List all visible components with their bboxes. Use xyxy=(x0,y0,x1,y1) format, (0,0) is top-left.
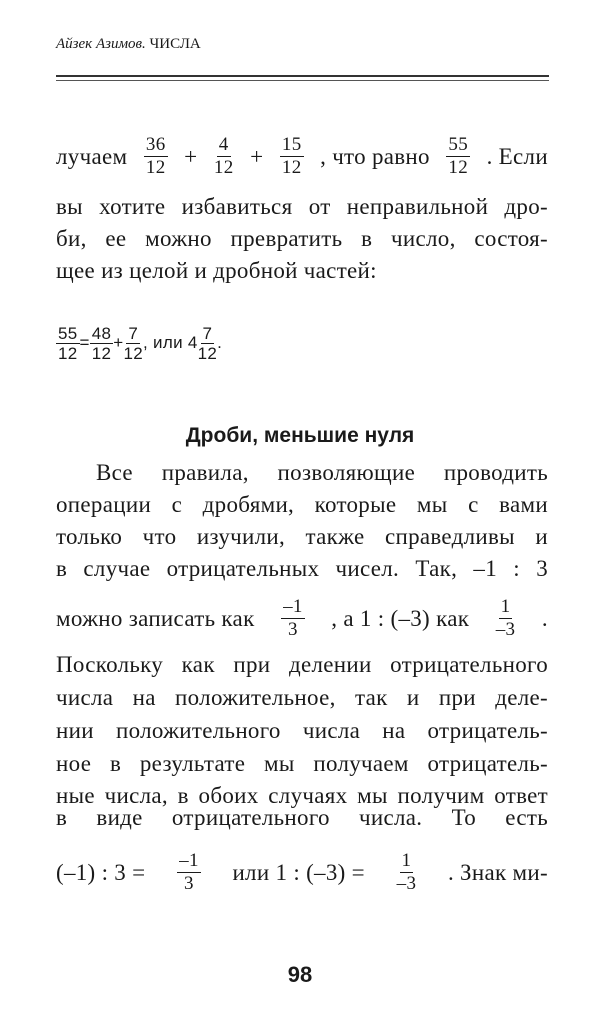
fraction xyxy=(90,324,114,363)
fraction xyxy=(214,134,234,179)
text-line: вы хотите избавиться от неправильной дро- xyxy=(56,194,548,219)
denominator: 12 xyxy=(58,344,78,363)
numerator: 4 xyxy=(218,134,229,155)
text: , а 1 : (–3) как xyxy=(331,605,470,631)
numerator: 1 xyxy=(500,596,511,617)
page-number: 98 xyxy=(287,962,313,987)
fraction xyxy=(280,134,304,179)
numerator: 48 xyxy=(91,324,112,343)
text-line xyxy=(56,134,548,179)
operator: = xyxy=(79,332,90,352)
denominator: 3 xyxy=(184,873,194,894)
numerator: 15 xyxy=(281,134,302,155)
text-line: би, ее можно превратить в число, состоя- xyxy=(56,226,548,251)
text: , или 4 xyxy=(143,332,198,352)
denominator: 12 xyxy=(448,157,469,178)
numerator: 36 xyxy=(145,134,166,155)
fraction xyxy=(397,850,417,895)
operator: + xyxy=(250,143,264,169)
header-rule xyxy=(56,75,549,77)
text: . xyxy=(541,605,548,631)
text: можно записать как xyxy=(56,605,255,631)
denominator: –3 xyxy=(495,619,516,640)
running-header xyxy=(56,36,201,53)
text: (–1) : 3 = xyxy=(56,859,146,885)
numerator: 1 xyxy=(401,850,412,871)
denominator: 12 xyxy=(91,344,112,363)
text-line xyxy=(56,596,548,641)
fraction xyxy=(177,850,201,895)
numerator: –1 xyxy=(179,850,199,871)
text: или 1 : (–3) = xyxy=(232,859,365,885)
text: . Знак ми- xyxy=(447,859,548,885)
text: . Если xyxy=(486,143,548,169)
denominator: 12 xyxy=(213,157,234,178)
text-line: операции с дробями, которые мы с вами xyxy=(56,492,548,517)
formula xyxy=(56,324,222,363)
book-title: ЧИСЛА xyxy=(149,36,201,52)
numerator: –1 xyxy=(283,596,303,617)
numerator: 55 xyxy=(58,324,78,343)
text-line: в виде отрицательного числа. То есть xyxy=(56,805,548,830)
author: Айзек Азимов. xyxy=(56,36,146,52)
fraction xyxy=(56,324,80,363)
operator: + xyxy=(184,143,198,169)
text-line: щее из целой и дробной частей: xyxy=(56,258,377,283)
text-line xyxy=(56,850,548,895)
text-line: ные числа, в обоих случаях мы получим ответ xyxy=(56,783,548,808)
text-line: только что изучили, также справедливы и xyxy=(56,524,548,549)
operator: + xyxy=(113,332,124,352)
fraction xyxy=(144,134,168,179)
text: , что равно xyxy=(320,143,430,169)
text-line: Поскольку как при делении отрицательного xyxy=(56,652,548,677)
header-rule-thin xyxy=(56,80,549,81)
text-line: ное в результате мы получаем отрицатель- xyxy=(56,751,548,776)
fraction xyxy=(496,596,516,641)
text-line: в случае отрицательных чисел. Так, –1 : 3 xyxy=(56,556,548,581)
text: лучаем xyxy=(56,143,128,169)
denominator: 12 xyxy=(281,157,302,178)
numerator: 55 xyxy=(448,134,469,155)
text-line: числа на положительное, так и при деле- xyxy=(56,685,548,710)
numerator: 7 xyxy=(202,324,213,343)
section-heading: Дроби, меньшие нуля xyxy=(185,424,415,447)
denominator: 3 xyxy=(287,619,298,640)
denominator: 12 xyxy=(197,344,218,363)
denominator: 12 xyxy=(145,157,166,178)
text: . xyxy=(217,332,223,352)
fraction xyxy=(124,324,144,363)
fraction xyxy=(281,596,305,641)
denominator: 12 xyxy=(123,344,144,363)
text-line: Все правила, позволяющие проводить xyxy=(96,460,548,485)
fraction xyxy=(446,134,470,179)
text-line: нии положительного числа на отрицатель- xyxy=(56,718,548,743)
fraction xyxy=(198,324,218,363)
denominator: –3 xyxy=(396,873,417,894)
numerator: 7 xyxy=(128,324,139,343)
